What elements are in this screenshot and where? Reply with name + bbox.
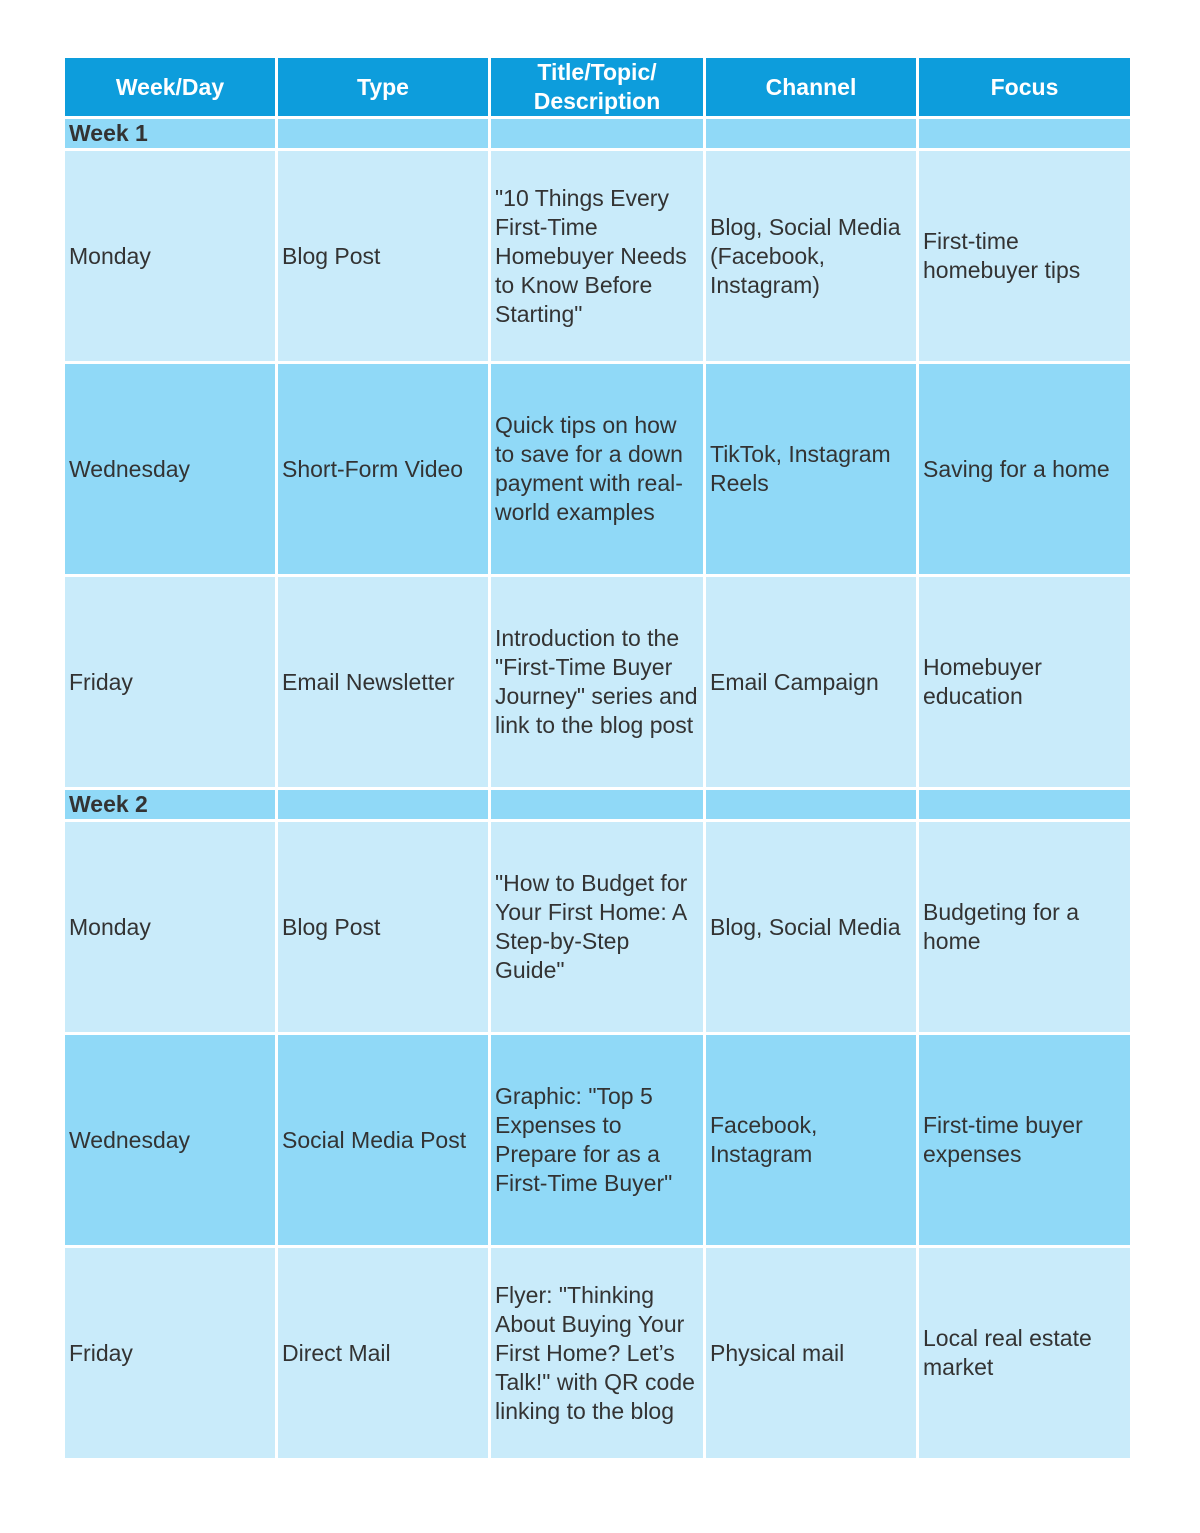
- day-cell: Wednesday: [64, 1034, 277, 1247]
- channel-cell: TikTok, Instagram Reels: [705, 363, 918, 576]
- day-cell: Monday: [64, 150, 277, 363]
- content-calendar-table: [62, 55, 1133, 1461]
- focus-cell: First-time homebuyer tips: [918, 150, 1132, 363]
- header-focus: Focus: [918, 57, 1132, 118]
- channel-cell: Blog, Social Media (Facebook, Instagram): [705, 150, 918, 363]
- type-cell: Blog Post: [277, 150, 490, 363]
- header-type: Type: [277, 57, 490, 118]
- week-empty-cell: [705, 118, 918, 150]
- channel-cell: Blog, Social Media: [705, 821, 918, 1034]
- focus-cell: Budgeting for a home: [918, 821, 1132, 1034]
- week-row: [64, 118, 1132, 150]
- day-cell: Friday: [64, 1247, 277, 1460]
- table-row: [64, 150, 1132, 363]
- type-cell: Blog Post: [277, 821, 490, 1034]
- week-empty-cell: [490, 789, 705, 821]
- header-row: [64, 57, 1132, 118]
- week-row: [64, 789, 1132, 821]
- table-row: [64, 363, 1132, 576]
- type-cell: Short-Form Video: [277, 363, 490, 576]
- title-cell: Flyer: "Thinking About Buying Your First Home? Let’s Talk!" with QR code linking to the blog: [490, 1247, 705, 1460]
- week-empty-cell: [277, 789, 490, 821]
- header-week-day: Week/Day: [64, 57, 277, 118]
- header-title-line2: Description: [533, 88, 661, 114]
- week-empty-cell: [705, 789, 918, 821]
- header-channel: Channel: [705, 57, 918, 118]
- table-row: [64, 576, 1132, 789]
- day-cell: Monday: [64, 821, 277, 1034]
- table-row: [64, 821, 1132, 1034]
- focus-cell: Local real estate market: [918, 1247, 1132, 1460]
- week-empty-cell: [277, 118, 490, 150]
- channel-cell: Email Campaign: [705, 576, 918, 789]
- channel-cell: Physical mail: [705, 1247, 918, 1460]
- type-cell: Email Newsletter: [277, 576, 490, 789]
- day-cell: Wednesday: [64, 363, 277, 576]
- week-label: Week 2: [64, 789, 277, 821]
- header-title: [490, 57, 705, 118]
- title-cell: "10 Things Every First-Time Homebuyer Needs to Know Before Starting": [490, 150, 705, 363]
- focus-cell: Homebuyer education: [918, 576, 1132, 789]
- title-cell: Graphic: "Top 5 Expenses to Prepare for as a First-Time Buyer": [490, 1034, 705, 1247]
- type-cell: Social Media Post: [277, 1034, 490, 1247]
- week-empty-cell: [490, 118, 705, 150]
- focus-cell: First-time buyer expenses: [918, 1034, 1132, 1247]
- title-cell: Introduction to the "First-Time Buyer Journey" series and link to the blog post: [490, 576, 705, 789]
- type-cell: Direct Mail: [277, 1247, 490, 1460]
- week-label: Week 1: [64, 118, 277, 150]
- title-cell: Quick tips on how to save for a down payment with real-world examples: [490, 363, 705, 576]
- week-empty-cell: [918, 118, 1132, 150]
- day-cell: Friday: [64, 576, 277, 789]
- channel-cell: Facebook, Instagram: [705, 1034, 918, 1247]
- header-title-line1: Title/Topic/: [537, 59, 657, 85]
- week-empty-cell: [918, 789, 1132, 821]
- focus-cell: Saving for a home: [918, 363, 1132, 576]
- table-row: [64, 1247, 1132, 1460]
- title-cell: "How to Budget for Your First Home: A Step-by-Step Guide": [490, 821, 705, 1034]
- table-row: [64, 1034, 1132, 1247]
